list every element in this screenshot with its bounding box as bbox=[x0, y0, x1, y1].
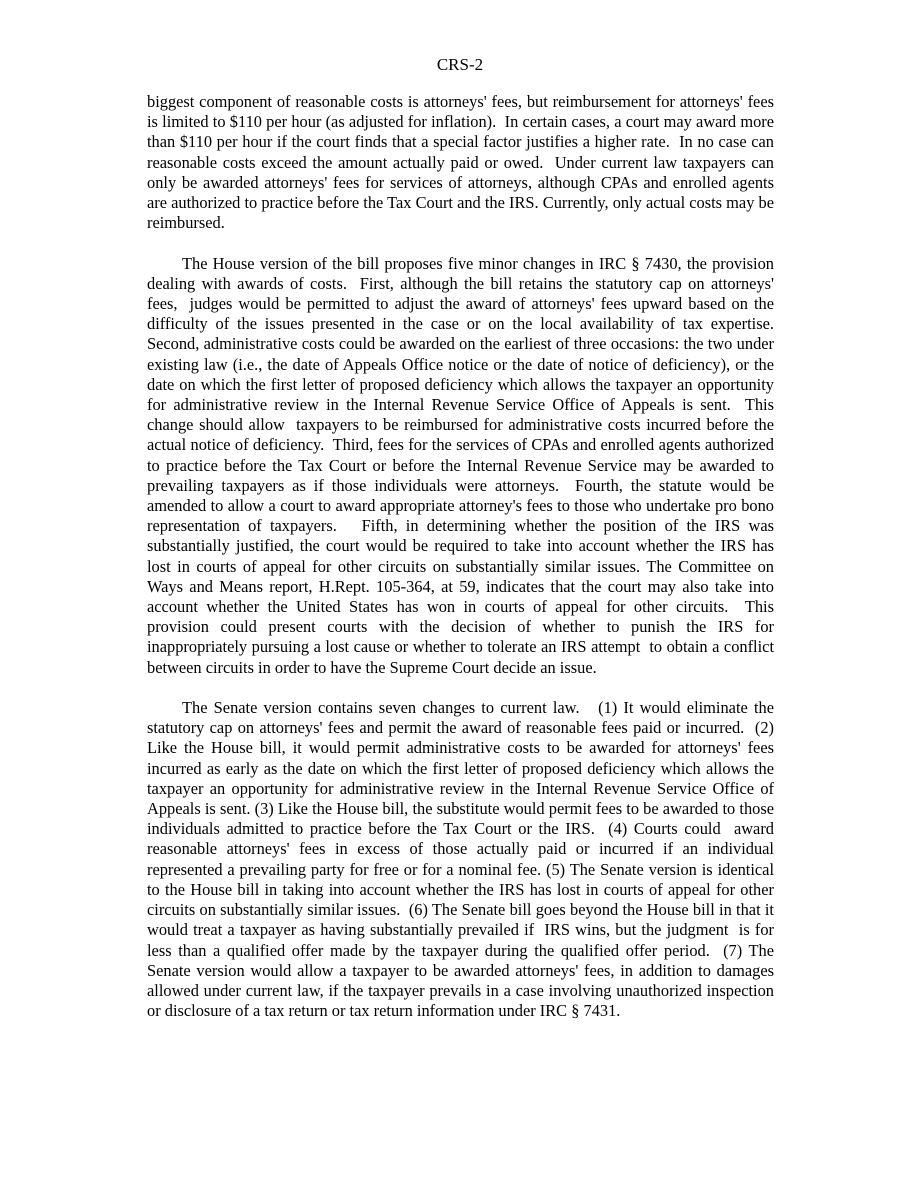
page-header: CRS-2 bbox=[436, 55, 484, 74]
paragraph-reasonable-costs: biggest component of reasonable costs is attorneys' fees, but reimbursement for attorneys' fees is limited to $110 per hour (as adjusted for inflation). In certain cases, a court may award more than $110 per hour if the court finds that a special factor justifies a higher rate. In no case can reasonable costs exceed the amount actually paid or owed. Under current law taxpayers can only be awarded attorneys' fees for services of attorneys, although CPAs and enrolled agents are authorized to practice before the Tax Court and the IRS. Currently, only actual costs may be reimbursed. bbox=[147, 92, 779, 233]
document-body bbox=[147, 92, 783, 1021]
paragraph-house-version: The House version of the bill proposes five minor changes in IRC § 7430, the provision dealing with awards of costs. First, although the bill retains the statutory cap on attorneys' fees, judges would be permitted to adjust the award of attorneys' fees upward based on the difficulty of the issues presented in the case or on the local availability of tax expertise. Second, administrative costs could be awarded on the earliest of three occasions: the two under existing law (i.e., the date of Appeals Office notice or the date of notice of deficiency), or the date on which the first letter of proposed deficiency which allows the taxpayer an opportunity for administrative review in the Internal Revenue Service Office of Appeals is sent. This change should allow taxpayers to be reimbursed for administrative costs incurred before the actual notice of deficiency. Third, fees for the services of CPAs and enrolled agents authorized to practice before the Tax Court or before the Internal Revenue Service may be awarded to prevailing taxpayers as if those individuals were attorneys. Fourth, the statute would be amended to allow a court to award appropriate attorney's fees to those who undertake pro bono representation of taxpayers. Fifth, in determining whether the position of the IRS was substantially justified, the court would be required to take into account whether the IRS has lost in courts of appeal for other circuits on substantially similar issues. The Committee on Ways and Means report, H.Rept. 105-364, at 59, indicates that the court may also take into account whether the United States has won in courts of appeal for other circuits. This provision could present courts with the decision of whether to punish the IRS for inappropriately pursuing a lost cause or whether to tolerate an IRS attempt to obtain a conflict between circuits in order to have the Supreme Court decide an issue. bbox=[147, 253, 783, 677]
paragraph-senate-version: The Senate version contains seven changes to current law. (1) It would eliminate the statutory cap on attorneys' fees and permit the award of reasonable fees paid or incurred. (2) Like the House bill, it would permit administrative costs to be awarded for attorneys' fees incurred as early as the date on which the first letter of proposed deficiency which allows the taxpayer an opportunity for administrative review in the Internal Revenue Service Office of Appeals is sent. (3) Like the House bill, the substitute would permit fees to be awarded to those individuals admitted to practice before the Tax Court or the IRS. (4) Courts could award reasonable attorneys' fees in excess of those actually paid or incurred if an individual represented a prevailing party for free or for a nominal fee. (5) The Senate version is identical to the House bill in taking into account whether the IRS has lost in courts of appeal for other circuits on substantially similar issues. (6) The Senate bill goes beyond the House bill in that it would treat a taxpayer as having substantially prevailed if IRS wins, but the judgment is for less than a qualified offer made by the taxpayer during the qualified offer period. (7) The Senate version would allow a taxpayer to be awarded attorneys' fees, in addition to damages allowed under current law, if the taxpayer prevails in a case involving unauthorized inspection or disclosure of a tax return or tax return information under IRC § 7431. bbox=[147, 698, 783, 1021]
